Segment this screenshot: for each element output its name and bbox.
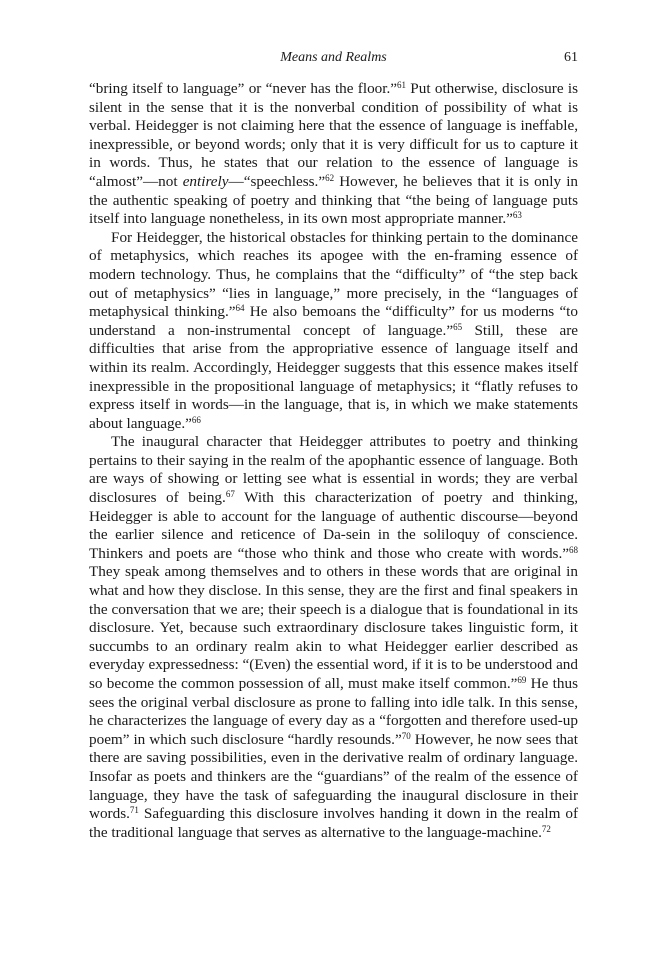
text-run: Put otherwise, disclosure is silent in the sense that it is the nonverbal condition of possibility of what is verbal. Heidegger is not claiming here that the essence of language is ineffable, inexpressible, or beyond words; only that it is very difficult for us to capture it in words. Thus, he states that our relation to the essence of language is “almost”—not xyxy=(89,80,578,190)
body-text xyxy=(89,80,578,842)
footnote-ref: 67 xyxy=(225,489,235,500)
footnote-ref: 70 xyxy=(401,730,411,741)
footnote-ref: 68 xyxy=(569,544,578,555)
text-run: They speak among themselves and to others in these words that are original in what and how they disclose. In this sense, they are the first and final speakers in the conversation that we are; their speech is a dialogue that is foundational in its disclosure. Yet, because such extraordinary disclosure takes linguistic form, it succumbs to an ordinary realm akin to what Heidegger earlier described as everyday expressedness: “(Even) the essential word, if it is to be understood and so become the common possession of all, must make itself common.” xyxy=(89,563,578,692)
page-number: 61 xyxy=(564,50,578,65)
footnote-ref: 61 xyxy=(397,80,407,90)
text-run: “bring itself to language” or “never has the floor.” xyxy=(89,80,398,97)
text-run: Still, these are difficulties that arise from the appropriative essence of language itself and within its realm. Accordingly, Heidegger suggests that this essence makes itself inexpressible in the propositional language of metaphysics; it “flatly refuses to express itself in words—in the language, that is, in which we make statements about language.” xyxy=(89,321,578,432)
footnote-ref: 65 xyxy=(453,321,463,332)
text-run: For Heidegger, the historical obstacles for thinking pertain to the dominance of metaphysics, which reaches its apogee with the en-framing essence of modern technology. Thus, he complains that the “difficulty” of “the step back out of metaphysics” “lies in language,” more precisely, in the “languages of metaphysical thinking.” xyxy=(89,228,578,321)
footnote-ref: 69 xyxy=(517,675,527,685)
text-run: He also bemoans the “difficulty” for us moderns “to understand a non-instrumental concept of language.” xyxy=(89,303,578,339)
paragraph-1 xyxy=(89,80,578,229)
emphasized-text: entirely xyxy=(182,172,229,190)
running-head xyxy=(89,48,578,68)
text-run: However, he now sees that there are saving possibilities, even in the derivative realm of ordinary language. Insofar as poets and thinkers are the “guardians” of the realm of the essence of language, they have the task of safeguarding the inaugural disclosure in their words. xyxy=(89,730,579,823)
footnote-ref: 64 xyxy=(235,303,245,314)
paragraph-2 xyxy=(89,229,578,434)
text-run: He thus sees the original verbal disclosure as prone to falling into idle talk. In this sense, he characterizes the language of every day as a “forgotten and therefore used-up poem” in which such disclosure “hardly resounds.” xyxy=(89,675,578,748)
footnote-ref: 72 xyxy=(541,823,551,834)
paragraph-3 xyxy=(89,433,578,842)
text-run: With this characterization of poetry and thinking, Heidegger is able to account for the language of authentic discourse—beyond the earlier silence and reticence of Da-sein in the soliloquy of conscience. Thinkers and poets are “those who think and those who create with words.” xyxy=(89,489,578,562)
text-run: —“speechless.” xyxy=(228,172,326,190)
running-title: Means and Realms xyxy=(280,50,387,65)
text-run: The inaugural character that Heidegger attributes to poetry and thinking pertains to their saying in the realm of the apophantic essence of language. Both are ways of showing or letting see what is essential in words; they are verbal disclosures of being. xyxy=(89,433,578,507)
footnote-ref: 66 xyxy=(191,414,201,425)
text-run: Safeguarding this disclosure involves handing it down in the realm of the traditional language that serves as alternative to the language-machine. xyxy=(89,805,578,841)
footnote-ref: 63 xyxy=(512,210,522,221)
text-run: However, he believes that it is only in the authentic speaking of poetry and thinking that “the being of language puts itself into language nonetheless, in its own most appropriate manner.” xyxy=(89,172,579,228)
footnote-ref: 71 xyxy=(129,805,139,816)
footnote-ref: 62 xyxy=(325,172,335,183)
